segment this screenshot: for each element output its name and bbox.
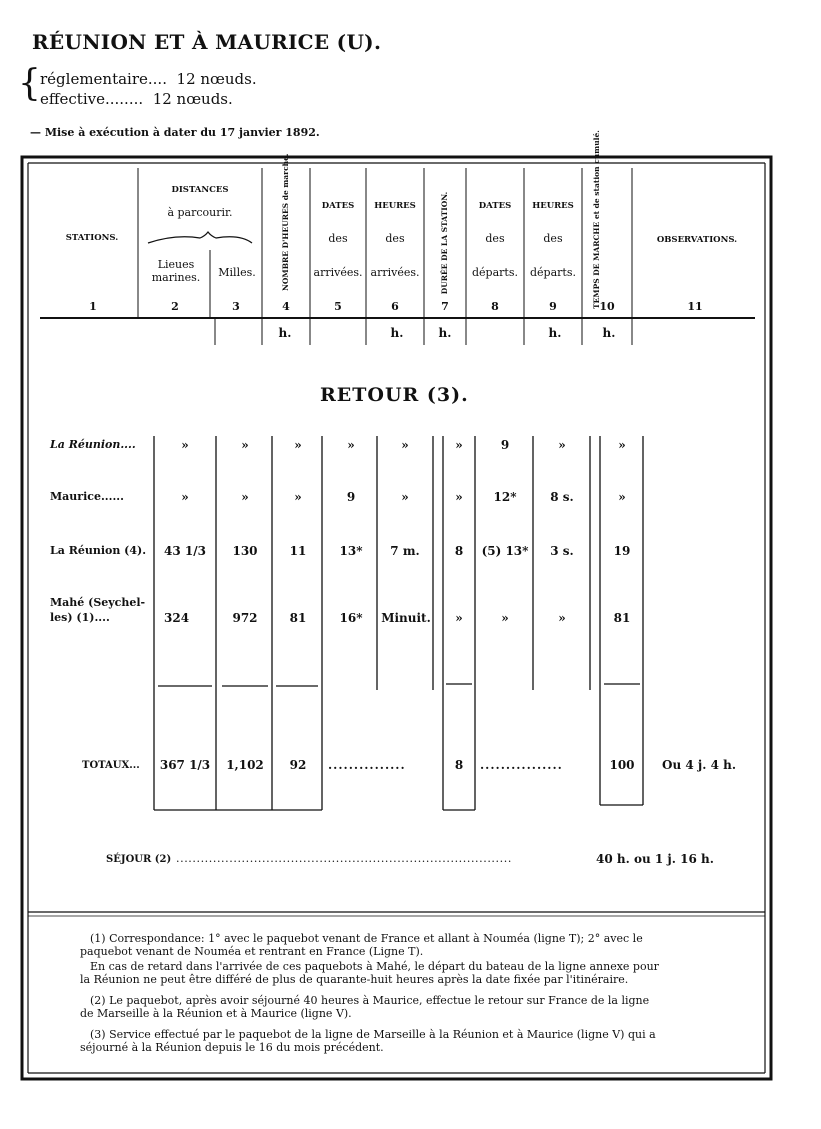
footnote-line: En cas de retard dans l'arrivée de ces paquebots à Mahé, le départ du bateau de la ligne annexe pour [90,960,659,973]
sejour-label: SÉJOUR (2) [106,854,172,865]
row-heure-depart: 8 s. [550,490,574,504]
row-date-arrivee: 9 [346,490,356,504]
row-date-depart: 12* [493,490,517,504]
row-lieues: 43 1/3 [164,544,206,558]
section-title: RETOUR (3). [320,384,469,406]
totaux-heures: 92 [289,758,307,772]
totaux-milles: 1,102 [226,758,264,772]
row-duree: » [455,611,463,625]
totaux-duree: 8 [454,758,464,772]
footnote-line: la Réunion ne peut être différé de plus de quarante-huit heures après la date fixée par l'itinéraire. [80,973,629,986]
row-heures: 11 [289,544,307,558]
row-heure-arrivee: » [401,438,409,452]
row-milles: » [241,490,249,504]
row-lieues: 324 [164,611,190,625]
unit-heures-departs: h. [548,326,562,340]
row-duree: » [455,438,463,452]
totaux-dots-1: ............... [328,758,406,772]
row-date-depart: » [501,611,509,625]
row-heures: 81 [289,611,307,625]
row-lieues: » [181,490,189,504]
header-dates-arrivees-1: DATES [321,201,355,211]
header-dates-arrivees-2: des [328,232,348,245]
totaux-temps: 100 [609,758,635,772]
row-heure-depart: » [558,438,566,452]
row-station: Mahé (Seychel- [50,596,146,609]
col-number-6: 6 [391,300,399,313]
speed-reglementaire: réglementaire.... 12 nœuds. [40,70,257,88]
row-duree: 8 [454,544,464,558]
col-number-1: 1 [89,300,97,313]
footnote-line: séjourné à la Réunion depuis le 16 du mois précédent. [80,1041,384,1054]
col-number-8: 8 [491,300,499,313]
header-heures-departs-1: HEURES [532,201,574,211]
row-milles: 130 [232,544,258,558]
header-heures-arrivees-1: HEURES [374,201,416,211]
header-duree-station: DURÉE DE LA STATION. [440,191,449,295]
unit-heures-arrivees: h. [390,326,404,340]
row-temps: 81 [613,611,631,625]
header-dates-departs-1: DATES [478,201,512,211]
notice: — Mise à exécution à dater du 17 janvier 1892. [30,126,320,139]
footnote-line: (2) Le paquebot, après avoir séjourné 40 heures à Maurice, effectue le retour sur France de la ligne [90,994,650,1007]
header-observations: OBSERVATIONS. [656,235,738,245]
row-heures: » [294,490,302,504]
unit-heures: h. [278,326,292,340]
col-number-2: 2 [171,300,179,313]
col-number-7: 7 [441,300,449,313]
row-date-arrivee: » [347,438,355,452]
col-number-5: 5 [334,300,342,313]
row-temps: » [618,490,626,504]
footnote-line: (3) Service effectué par le paquebot de la ligne de Marseille à la Réunion et à Maurice (ligne V) qui a [90,1028,656,1041]
header-heures-arrivees-3: arrivées. [370,266,420,279]
header-dates-departs-3: départs. [472,266,518,279]
col-number-11: 11 [687,300,703,313]
col-number-10: 10 [599,300,615,313]
brace-glyph: { [18,63,41,104]
header-stations: STATIONS. [65,233,119,243]
header-milles: Milles. [218,266,256,279]
footnote-line: paquebot venant de Nouméa et rentrant en France (Ligne T). [80,945,424,958]
totaux-observation: Ou 4 j. 4 h. [662,758,737,772]
row-heure-arrivee: » [401,490,409,504]
totaux-lieues: 367 1/3 [159,758,211,772]
totaux-label: TOTAUX... [82,760,140,771]
header-temps-marche: TEMPS DE MARCHE et de station cumulé. [592,130,601,309]
unit-temps: h. [602,326,616,340]
row-temps: » [618,438,626,452]
header-heures-departs-2: des [543,232,563,245]
col-number-9: 9 [549,300,557,313]
row-station: La Réunion.... [50,438,136,451]
row-milles: » [241,438,249,452]
sejour-value: 40 h. ou 1 j. 16 h. [596,852,714,866]
header-distances: DISTANCES [171,185,229,195]
header-heures-arrivees-2: des [385,232,405,245]
row-date-depart: 9 [500,438,510,452]
footnote-line: de Marseille à la Réunion et à Maurice (ligne V). [80,1007,352,1020]
row-heure-depart: » [558,611,566,625]
totaux-dots-2: ................ [480,758,563,772]
row-lieues: » [181,438,189,452]
row-station: La Réunion (4). [50,544,147,557]
col-number-3: 3 [232,300,240,313]
row-date-arrivee: 16* [339,611,363,625]
row-duree: » [455,490,463,504]
row-heures: » [294,438,302,452]
row-station-cont: les) (1).... [50,611,110,624]
header-a-parcourir: à parcourir. [167,206,233,219]
row-temps: 19 [613,544,631,558]
row-milles: 972 [232,611,258,625]
sejour-dots: .................................................................................. [176,852,512,865]
speed-effective: effective........ 12 nœuds. [40,90,233,108]
row-date-depart: (5) 13* [481,544,529,558]
header-nombre-heures: NOMBRE D'HEURES de marche. [281,153,290,291]
row-heure-arrivee: Minuit. [381,611,431,625]
header-dates-departs-2: des [485,232,505,245]
row-station: Maurice...... [50,490,124,503]
row-heure-depart: 3 s. [550,544,574,558]
unit-duree: h. [438,326,452,340]
row-date-arrivee: 13* [339,544,363,558]
header-heures-departs-3: départs. [530,266,576,279]
row-heure-arrivee: 7 m. [390,544,420,558]
col-number-4: 4 [282,300,290,313]
header-lieues: Lieues marines. [151,258,201,284]
header-dates-arrivees-3: arrivées. [313,266,363,279]
footnote-line: (1) Correspondance: 1° avec le paquebot venant de France et allant à Nouméa (ligne T); 2° avec le [90,932,643,945]
page-title: RÉUNION ET À MAURICE (U). [32,30,382,54]
